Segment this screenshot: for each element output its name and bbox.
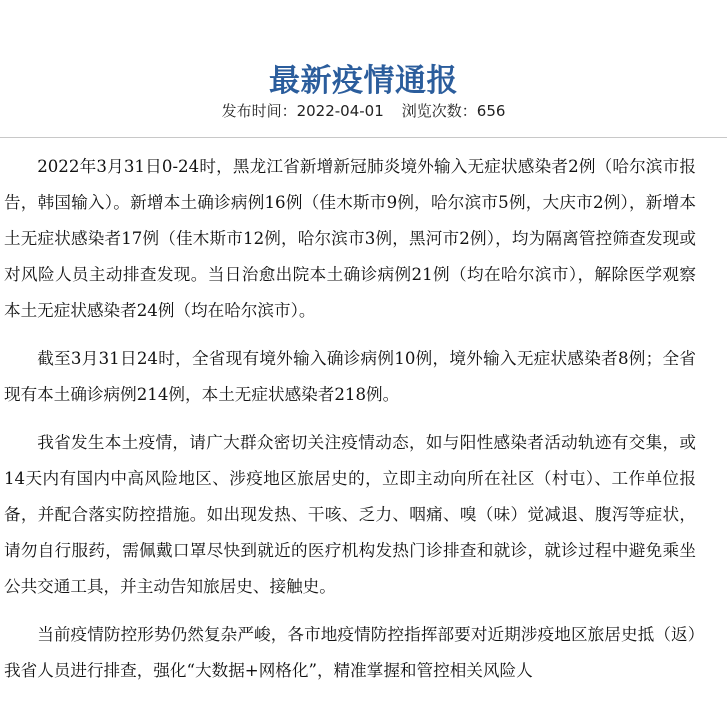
paragraph-cumulative-stats: 截至3月31日24时，全省现有境外输入确诊病例10例，境外输入无症状感染者8例；全省现有本土确诊病例214例，本土无症状感染者218例。	[4, 349, 696, 404]
publish-time-label: 发布时间：	[221, 102, 297, 120]
paragraph-public-advice: 我省发生本土疫情，请广大群众密切关注疫情动态，如与阳性感染者活动轨迹有交集，或14天内有国内中高风险地区、涉疫地区旅居史的，立即主动向所在社区（村屯）、工作单位报备，并配合落实防控措施。如出现发热、干咳、乏力、咽痛、嗅（味）觉减退、腹泻等症状，请勿自行服药，需佩戴口罩尽快到就近的医疗机构发热门诊排查和就诊，就诊过程中避免乘坐公共交通工具，并主动告知旅居史、接触史。	[4, 433, 696, 596]
article-meta	[0, 100, 727, 122]
view-count-label: 浏览次数：	[401, 102, 477, 120]
paragraph-control-measures: 当前疫情防控形势仍然复杂严峻，各市地疫情防控指挥部要对近期涉疫地区旅居史抵（返）我省人员进行排查，强化“大数据+网格化”，精准掌握和管控相关风险人	[4, 625, 696, 680]
publish-date: 2022-04-01	[296, 102, 384, 120]
paragraph-case-report: 2022年3月31日0-24时，黑龙江省新增新冠肺炎境外输入无症状感染者2例（哈尔滨市报告，韩国输入）。新增本土确诊病例16例（佳木斯市9例，哈尔滨市5例，大庆市2例），新增本土无症状感染者17例（佳木斯市12例，哈尔滨市3例，黑河市2例），均为隔离管控筛查发现或对风险人员主动排查发现。当日治愈出院本土确诊病例21例（均在哈尔滨市），解除医学观察本土无症状感染者24例（均在哈尔滨市）。	[4, 157, 696, 320]
view-count: 656	[476, 102, 506, 120]
article-title: 最新疫情通报	[269, 62, 458, 99]
header-divider	[0, 137, 727, 138]
article-body	[4, 149, 696, 701]
